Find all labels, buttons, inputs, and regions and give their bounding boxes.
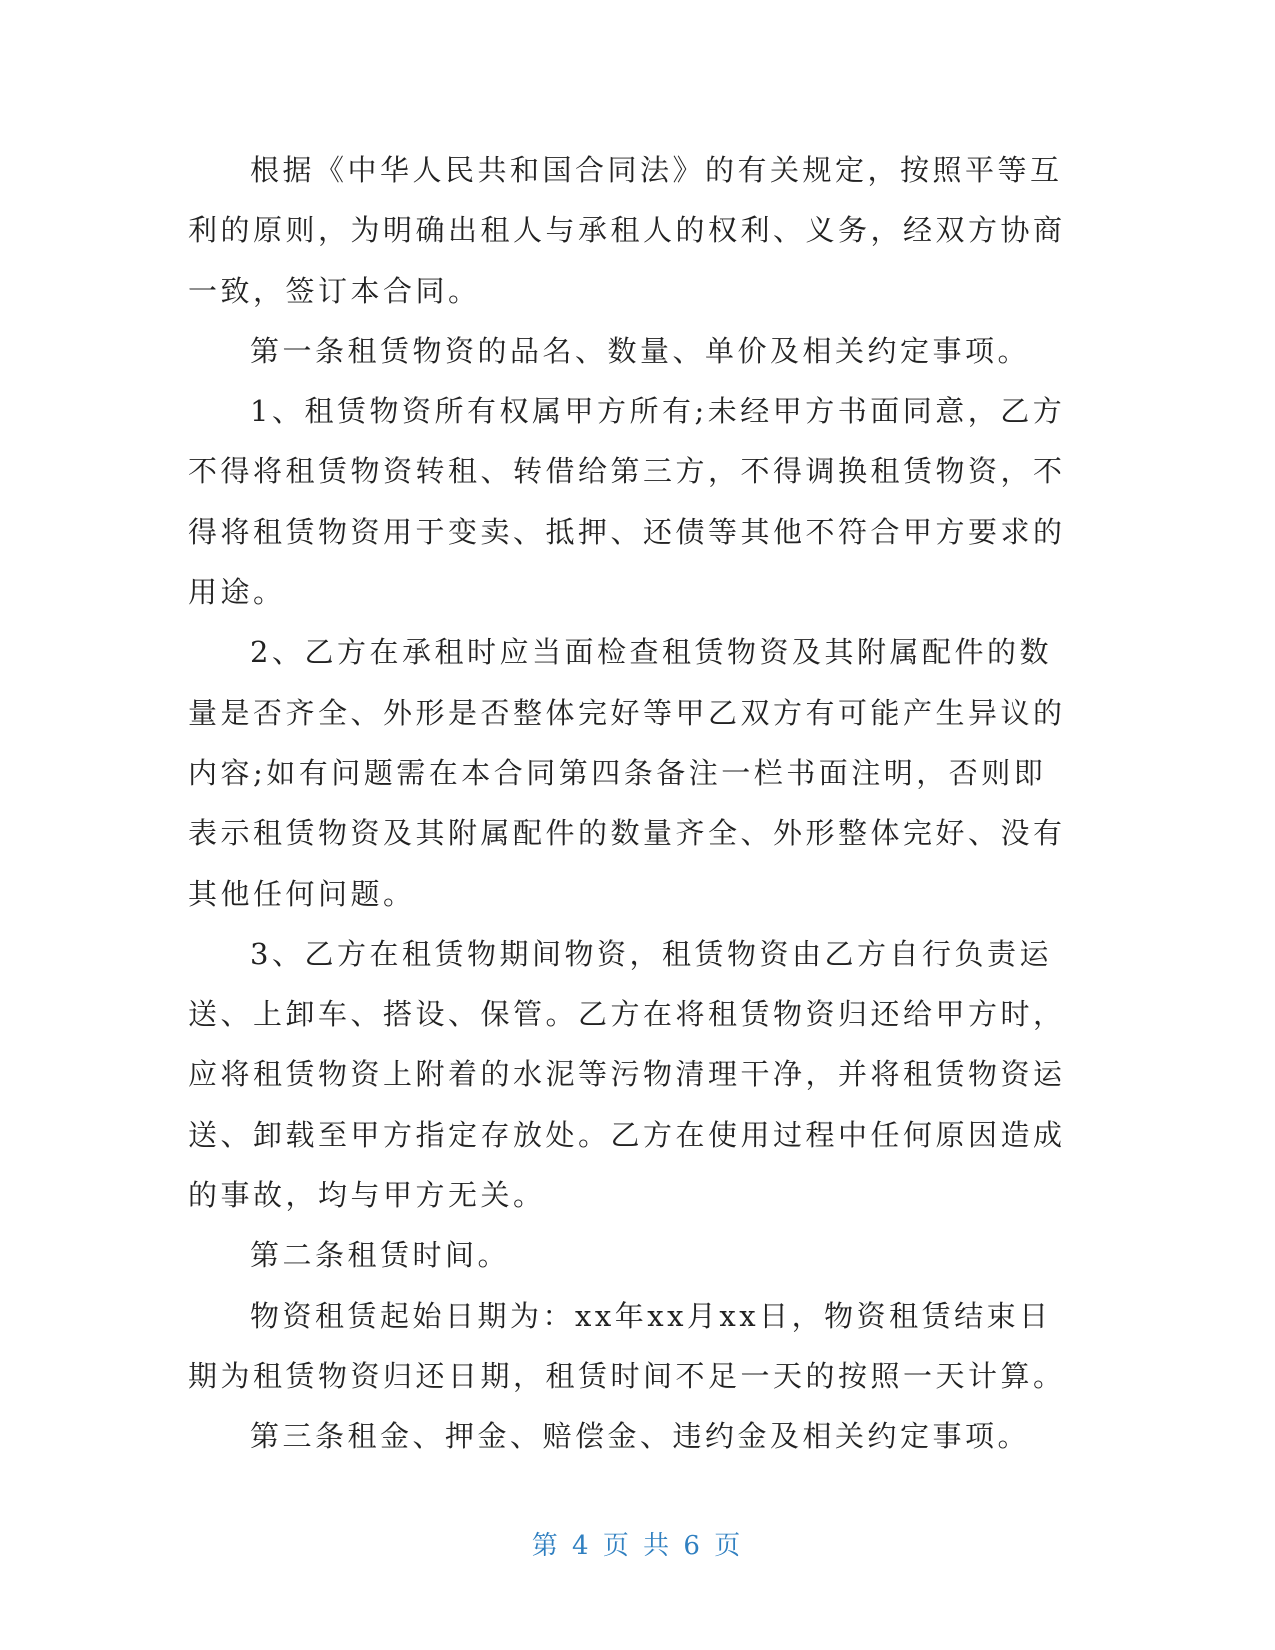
- paragraph-preamble: 根据《中华人民共和国合同法》的有关规定，按照平等互利的原则，为明确出租人与承租人的权利、义务，经双方协商一致，签订本合同。: [188, 153, 1066, 308]
- paragraph-rental-period: 物资租赁起始日期为：xx年xx月xx日，物资租赁结束日期为租赁物资归还日期，租赁时间不足一天的按照一天计算。: [188, 1298, 1066, 1393]
- paragraph-clause-3: 3、乙方在租赁物期间物资，租赁物资由乙方自行负责运送、上卸车、搭设、保管。乙方在将租赁物资归还给甲方时，应将租赁物资上附着的水泥等污物清理干净，并将租赁物资运送、卸载至甲方指定存放处。乙方在使用过程中任何原因造成的事故，均与甲方无关。: [188, 936, 1066, 1213]
- paragraph-article-1-heading: 第一条租赁物资的品名、数量、单价及相关约定事项。: [250, 333, 1031, 368]
- paragraph-article-3-heading: 第三条租金、押金、赔偿金、违约金及相关约定事项。: [250, 1419, 1031, 1454]
- document-body: [188, 140, 1068, 1467]
- paragraph-clause-2: 2、乙方在承租时应当面检查租赁物资及其附属配件的数量是否齐全、外形是否整体完好等甲乙双方有可能产生异议的内容;如有问题需在本合同第四条备注一栏书面注明，否则即表示租赁物资及其附属配件的数量齐全、外形整体完好、没有其他任何问题。: [188, 635, 1066, 911]
- page-footer: [0, 1525, 1275, 1562]
- page-number-label: 第 4 页 共 6 页: [531, 1531, 744, 1561]
- paragraph-clause-1: 1、租赁物资所有权属甲方所有;未经甲方书面同意，乙方不得将租赁物资转租、转借给第三方，不得调换租赁物资，不得将租赁物资用于变卖、抵押、还债等其他不符合甲方要求的用途。: [188, 394, 1066, 610]
- paragraph-article-2-heading: 第二条租赁时间。: [250, 1238, 511, 1273]
